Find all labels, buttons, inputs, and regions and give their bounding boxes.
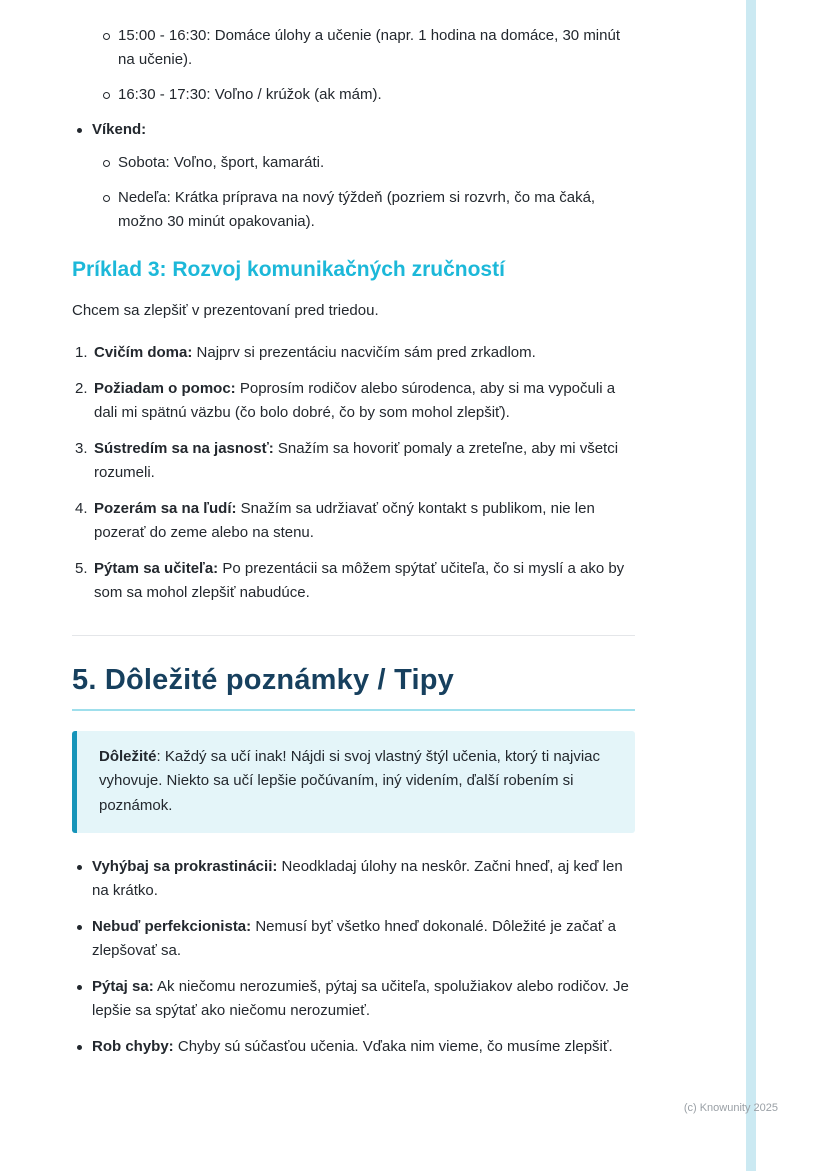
callout-text: : Každý sa učí inak! Nájdi si svoj vlastný štýl učenia, ktorý ti najviac vyhovuje. Niekto sa učí lepšie počúvaním, iný videním, ďalší robením si poznámok. — [99, 747, 601, 815]
weekend-item — [72, 118, 635, 234]
step-item — [72, 497, 635, 545]
tip-bold: Rob chyby: — [92, 1037, 174, 1055]
schedule-item-text: 15:00 - 16:30: Domáce úlohy a učenie (napr. 1 hodina na domáce, 30 minút na učenie). — [118, 27, 620, 68]
tip-text: Chyby sú súčasťou učenia. Vďaka nim vieme, čo musíme zlepšiť. — [173, 1037, 613, 1055]
schedule-item — [72, 83, 635, 107]
page-edge-bar — [746, 0, 756, 1171]
tip-text: Nemusí byť všetko hneď dokonalé. Dôležité je začať a zlepšovať sa. — [92, 917, 616, 959]
weekend-sub-item-text: Sobota: Voľno, šport, kamaráti. — [118, 154, 325, 171]
step-text: Po prezentácii sa môžem spýtať učiteľa, čo si myslí a ako by som sa mohol zlepšiť nabudúce. — [94, 560, 625, 602]
weekend-section — [72, 118, 635, 234]
tips-list — [72, 855, 635, 1059]
step-text: Snažím sa udržiavať očný kontakt s publikom, nie len pozerať do zeme alebo na stenu. — [94, 500, 595, 542]
example3-intro: Chcem sa zlepšiť v prezentovaní pred triedou. — [72, 302, 379, 320]
tip-item — [72, 915, 635, 963]
document-content — [72, 24, 635, 1071]
step-text: Snažím sa hovoriť pomaly a zreteľne, aby mi všetci rozumeli. — [94, 440, 619, 482]
step-bold: Sústredím sa na jasnosť: — [94, 440, 274, 458]
step-text: Poprosím rodičov alebo súrodenca, aby si ma vypočuli a dali mi spätnú väzbu (čo bolo dobré, čo by som mohol zlepšiť). — [94, 380, 616, 422]
step-bold: Cvičím doma: — [94, 344, 193, 362]
tip-text: Ak niečomu nerozumieš, pýtaj sa učiteľa, spolužiakov alebo rodičov. Je lepšie sa spýtať ako niečomu nerozumieť. — [92, 977, 629, 1019]
step-item — [72, 341, 635, 365]
steps-list — [72, 341, 635, 605]
heading-underline — [72, 709, 635, 711]
footer-copyright: (c) Knowunity 2025 — [683, 1102, 778, 1114]
tip-bold: Nebuď perfekcionista: — [92, 917, 252, 935]
schedule-item — [72, 24, 635, 72]
step-bold: Požiadam o pomoc: — [94, 380, 236, 398]
section5-heading: 5. Dôležité poznámky / Tipy — [72, 664, 454, 697]
important-callout — [72, 731, 635, 833]
example3-heading: Príklad 3: Rozvoj komunikačných zručností — [72, 258, 505, 281]
weekend-sub-list — [72, 151, 635, 234]
schedule-item-text: 16:30 - 17:30: Voľno / krúžok (ak mám). — [118, 86, 382, 103]
weekend-sub-item — [72, 151, 635, 175]
step-bold: Pýtam sa učiteľa: — [94, 560, 219, 578]
weekend-label: Víkend: — [92, 121, 147, 138]
step-text: Najprv si prezentáciu nacvičím sám pred zrkadlom. — [192, 344, 536, 362]
step-item — [72, 557, 635, 605]
step-item — [72, 377, 635, 425]
tip-bold: Vyhýbaj sa prokrastinácii: — [92, 857, 278, 875]
section-divider — [72, 635, 635, 636]
tip-item — [72, 975, 635, 1023]
schedule-list — [72, 24, 635, 107]
tip-text: Neodkladaj úlohy na neskôr. Začni hneď, aj keď len na krátko. — [92, 857, 623, 899]
weekend-sub-item-text: Nedeľa: Krátka príprava na nový týždeň (pozriem si rozvrh, čo ma čaká, možno 30 minút opakovania). — [118, 189, 596, 230]
step-item — [72, 437, 635, 485]
tip-bold: Pýtaj sa: — [92, 977, 154, 995]
step-bold: Pozerám sa na ľudí: — [94, 500, 237, 518]
tip-item — [72, 1035, 635, 1059]
callout-bold: Dôležité — [99, 747, 157, 765]
weekend-sub-item — [72, 186, 635, 234]
tip-item — [72, 855, 635, 903]
